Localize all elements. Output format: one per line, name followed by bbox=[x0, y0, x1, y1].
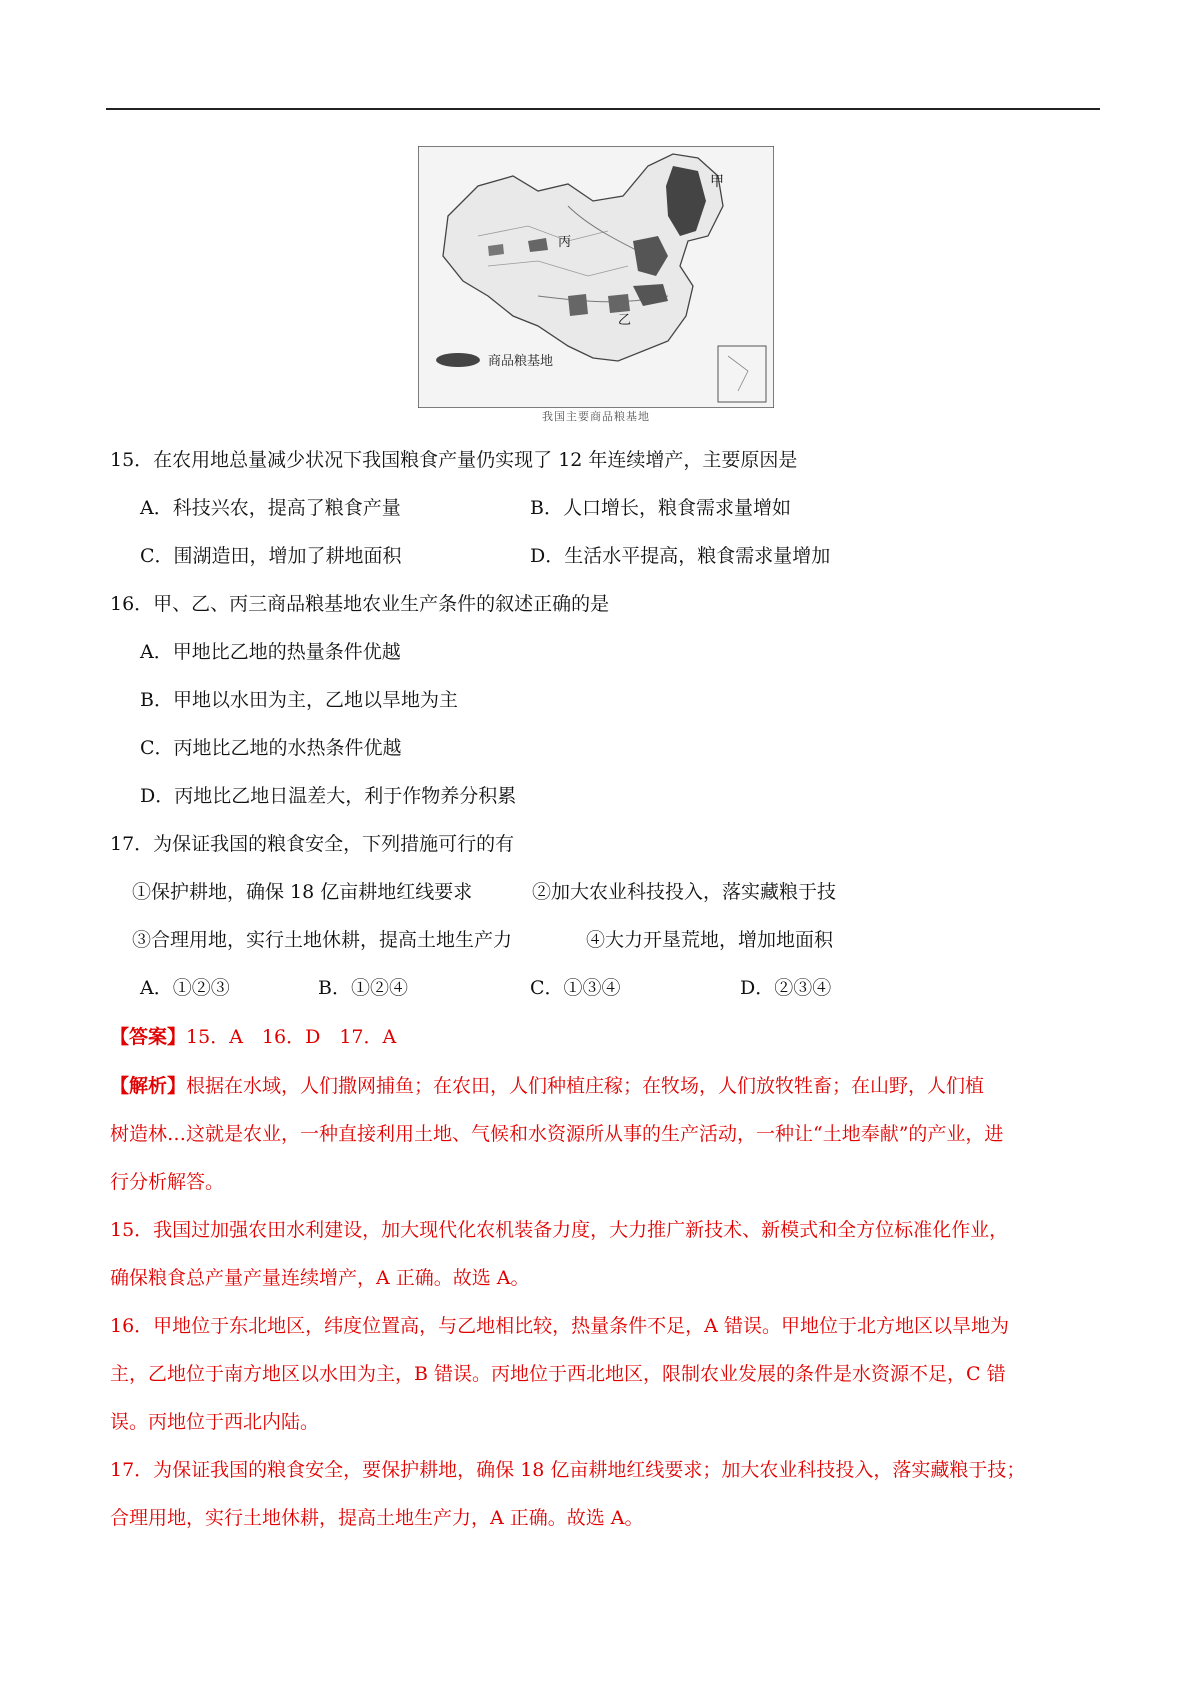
base-sichuan bbox=[568, 294, 588, 316]
q16-option-b: B．甲地以水田为主，乙地以旱地为主 bbox=[140, 689, 458, 711]
answer-label: 【答案】 bbox=[110, 1026, 187, 1048]
q16-option-d: D．丙地比乙地日温差大，利于作物养分积累 bbox=[140, 785, 517, 807]
analysis-line-1 bbox=[110, 1074, 984, 1098]
q17-statement-2: ②加大农业科技投入，落实藏粮于技 bbox=[532, 881, 837, 903]
analysis-16-line-2: 主，乙地位于南方地区以水田为主，B 错误。丙地位于西北地区，限制农业发展的条件是水资源不足，C 错 bbox=[110, 1363, 1006, 1385]
legend-swatch bbox=[436, 353, 480, 367]
label-jia: 甲 bbox=[710, 174, 724, 190]
map-caption: 我国主要商品粮基地 bbox=[542, 410, 650, 423]
analysis-line-3: 行分析解答。 bbox=[110, 1171, 225, 1193]
q17-option-d: D．②③④ bbox=[740, 977, 832, 999]
q17-statement-1: ①保护耕地，确保 18 亿亩耕地红线要求 bbox=[132, 881, 473, 903]
q16-option-a: A．甲地比乙地的热量条件优越 bbox=[140, 641, 401, 663]
q15-option-b: B．人口增长，粮食需求量增如 bbox=[530, 497, 791, 519]
q17-option-a: A．①②③ bbox=[140, 977, 230, 999]
analysis-17-line-2: 合理用地，实行土地休耕，提高土地生产力，A 正确。故选 A。 bbox=[110, 1507, 644, 1529]
q15-option-c: C．围湖造田，增加了耕地面积 bbox=[140, 545, 402, 567]
answer-line bbox=[110, 1025, 396, 1049]
q15-stem: 15．在农用地总量减少状况下我国粮食产量仍实现了 12 年连续增产，主要原因是 bbox=[110, 449, 798, 471]
analysis-text-1: 根据在水域，人们撒网捕鱼；在农田，人们种植庄稼；在牧场，人们放牧牲畜；在山野，人们植 bbox=[186, 1075, 985, 1097]
base-jianghan bbox=[608, 294, 630, 313]
q17-option-c: C．①③④ bbox=[530, 977, 621, 999]
q17-statement-4: ④大力开垦荒地，增加地面积 bbox=[586, 929, 834, 951]
q17-statement-3: ③合理用地，实行土地休耕，提高土地生产力 bbox=[132, 929, 513, 951]
q16-option-c: C．丙地比乙地的水热条件优越 bbox=[140, 737, 402, 759]
answer-text: 15．A 16．D 17．A bbox=[186, 1026, 397, 1048]
analysis-15-line-1: 15．我国过加强农田水利建设，加大现代化农机装备力度，大力推广新技术、新模式和全方位标准化作业， bbox=[110, 1219, 1009, 1241]
q17-stem: 17．为保证我国的粮食安全，下列措施可行的有 bbox=[110, 833, 515, 855]
label-bing: 丙 bbox=[558, 235, 572, 250]
q16-stem: 16．甲、乙、丙三商品粮基地农业生产条件的叙述正确的是 bbox=[110, 593, 610, 615]
header-rule bbox=[106, 108, 1100, 110]
analysis-16-line-3: 误。丙地位于西北内陆。 bbox=[110, 1411, 320, 1433]
label-yi: 乙 bbox=[618, 313, 632, 328]
china-grain-base-map bbox=[418, 146, 774, 408]
analysis-16-line-1: 16．甲地位于东北地区，纬度位置高，与乙地相比较，热量条件不足，A 错误。甲地位于北方地区以旱地为 bbox=[110, 1315, 1009, 1337]
analysis-17-line-1: 17．为保证我国的粮食安全，要保护耕地，确保 18 亿亩耕地红线要求；加大农业科技投入，落实藏粮于技； bbox=[110, 1459, 1026, 1481]
q17-option-b: B．①②④ bbox=[318, 977, 408, 999]
analysis-15-line-2: 确保粮食总产量产量连续增产，A 正确。故选 A。 bbox=[110, 1267, 530, 1289]
analysis-line-2: 树造林…这就是农业，一种直接利用土地、气候和水资源所从事的生产活动，一种让“土地奉献”的产业，进 bbox=[110, 1123, 1004, 1145]
q15-option-a: A．科技兴农，提高了粮食产量 bbox=[140, 497, 401, 519]
analysis-label: 【解析】 bbox=[110, 1075, 187, 1097]
legend-label: 商品粮基地 bbox=[488, 354, 554, 369]
q15-option-d: D．生活水平提高，粮食需求量增加 bbox=[530, 545, 831, 567]
